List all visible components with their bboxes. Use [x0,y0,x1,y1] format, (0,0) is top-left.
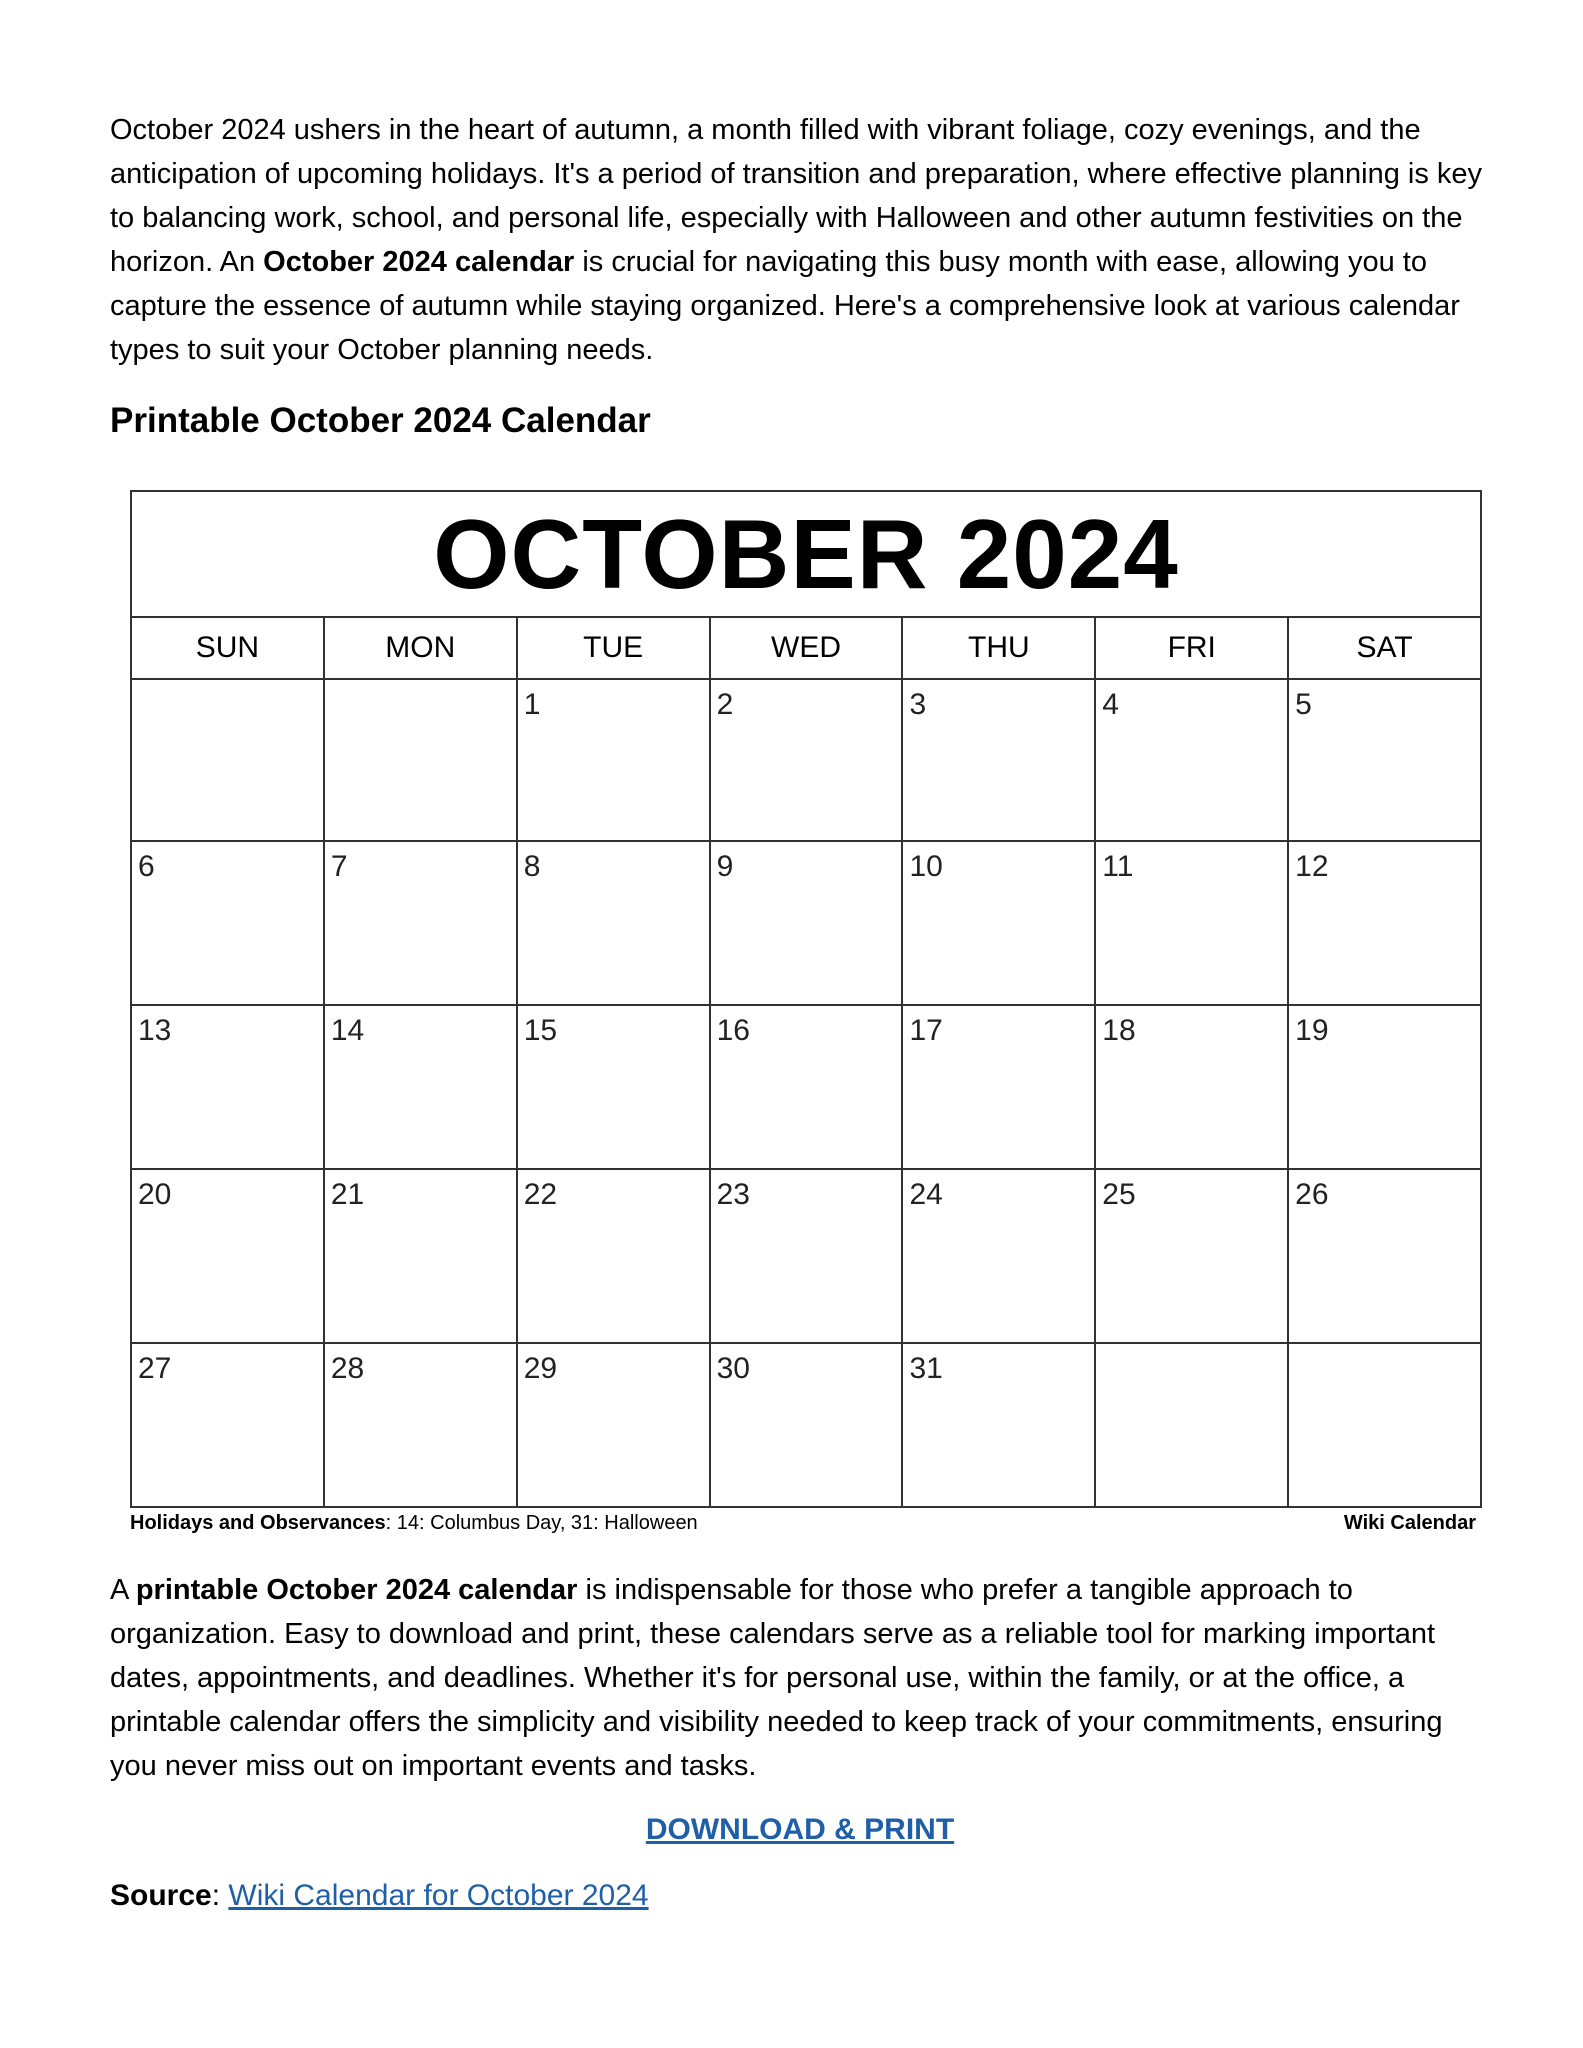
calendar-week [132,1170,1480,1344]
day-cell-26: 26 [1295,1178,1329,1211]
day-cell-5: 5 [1295,688,1312,721]
day-cell-21: 21 [325,1170,518,1342]
day-cell-19: 19 [1295,1014,1329,1047]
intro-paragraph: October 2024 ushers in the heart of autumn, a month filled with vibrant foliage, cozy evenings, and the anticipation of upcoming holidays. It's a period of transition and preparation, where effective planning is key to balancing work, school, and personal life, especially with Halloween and other autumn festivities on the horizon. An October 2024 calendar is crucial for navigating this busy month with ease, allowing you to capture the essence of autumn while staying organized. Here's a comprehensive look at various calendar types to suit your October planning needs. [110,114,1483,366]
empty-day-cell [1096,1344,1289,1508]
day-cell-29: 29 [518,1344,711,1508]
day-cell-12: 12 [1295,850,1329,883]
day-cell-22: 22 [518,1170,711,1342]
intro-bold-phrase: October 2024 calendar [263,246,575,278]
day-cell-27: 27 [132,1344,325,1508]
weekday-sat: SAT [1356,631,1413,664]
holidays-note [130,1510,698,1536]
body-bold-phrase: printable October 2024 calendar [135,1574,578,1606]
empty-day-cell [1289,1344,1480,1508]
day-cell-3: 3 [903,680,1096,840]
calendar-weekday-row [132,618,1480,680]
calendar-week [132,1006,1480,1170]
source-label: Source [110,1879,212,1912]
day-cell-24: 24 [903,1170,1096,1342]
holidays-text: : 14: Columbus Day, 31: Halloween [385,1512,698,1534]
empty-day-cell [132,680,325,840]
day-cell-18: 18 [1096,1006,1289,1168]
day-cell-13: 13 [132,1006,325,1168]
day-cell-9: 9 [711,842,904,1004]
empty-day-cell [325,680,518,840]
day-cell-31: 31 [903,1344,1096,1508]
day-cell-17: 17 [903,1006,1096,1168]
day-cell-4: 4 [1096,680,1289,840]
day-cell-11: 11 [1096,842,1289,1004]
day-cell-1: 1 [518,680,711,840]
day-cell-10: 10 [903,842,1096,1004]
day-cell-28: 28 [325,1344,518,1508]
calendar-week [132,1344,1480,1508]
day-cell-2: 2 [711,680,904,840]
day-cell-30: 30 [711,1344,904,1508]
calendar-grid [132,680,1480,1508]
weekday-thu: THU [903,618,1096,678]
day-cell-6: 6 [132,842,325,1004]
download-print-link[interactable]: DOWNLOAD & PRINT [645,1813,955,1846]
day-cell-23: 23 [711,1170,904,1342]
weekday-mon: MON [325,618,518,678]
weekday-fri: FRI [1096,618,1289,678]
calendar-week [132,680,1480,842]
weekday-tue: TUE [518,618,711,678]
weekday-sun: SUN [132,618,325,678]
weekday-wed: WED [711,618,904,678]
section-heading: Printable October 2024 Calendar [110,401,651,440]
calendar-brand: Wiki Calendar [1343,1512,1476,1534]
day-cell-16: 16 [711,1006,904,1168]
source-line: Source: Wiki Calendar for October 2024 [110,1879,649,1912]
day-cell-7: 7 [325,842,518,1004]
day-cell-25: 25 [1096,1170,1289,1342]
calendar-title: OCTOBER 2024 [132,492,1480,618]
calendar-week [132,842,1480,1006]
calendar-footer [130,1510,1482,1536]
day-cell-14: 14 [325,1006,518,1168]
download-section [110,1808,1490,1852]
calendar-image [130,490,1482,1508]
source-link[interactable]: Wiki Calendar for October 2024 [228,1879,649,1912]
day-cell-8: 8 [518,842,711,1004]
day-cell-15: 15 [518,1006,711,1168]
day-cell-20: 20 [132,1170,325,1342]
body-paragraph: A printable October 2024 calendar is indispensable for those who prefer a tangible approach to organization. Easy to download and print, these calendars serve as a reliable tool for marking important dates, appointments, and deadlines. Whether it's for personal use, within the family, or at the office, a printable calendar offers the simplicity and visibility needed to keep track of your commitments, ensuring you never miss out on important events and tasks. [110,1574,1443,1782]
holidays-label: Holidays and Observances [130,1512,386,1534]
